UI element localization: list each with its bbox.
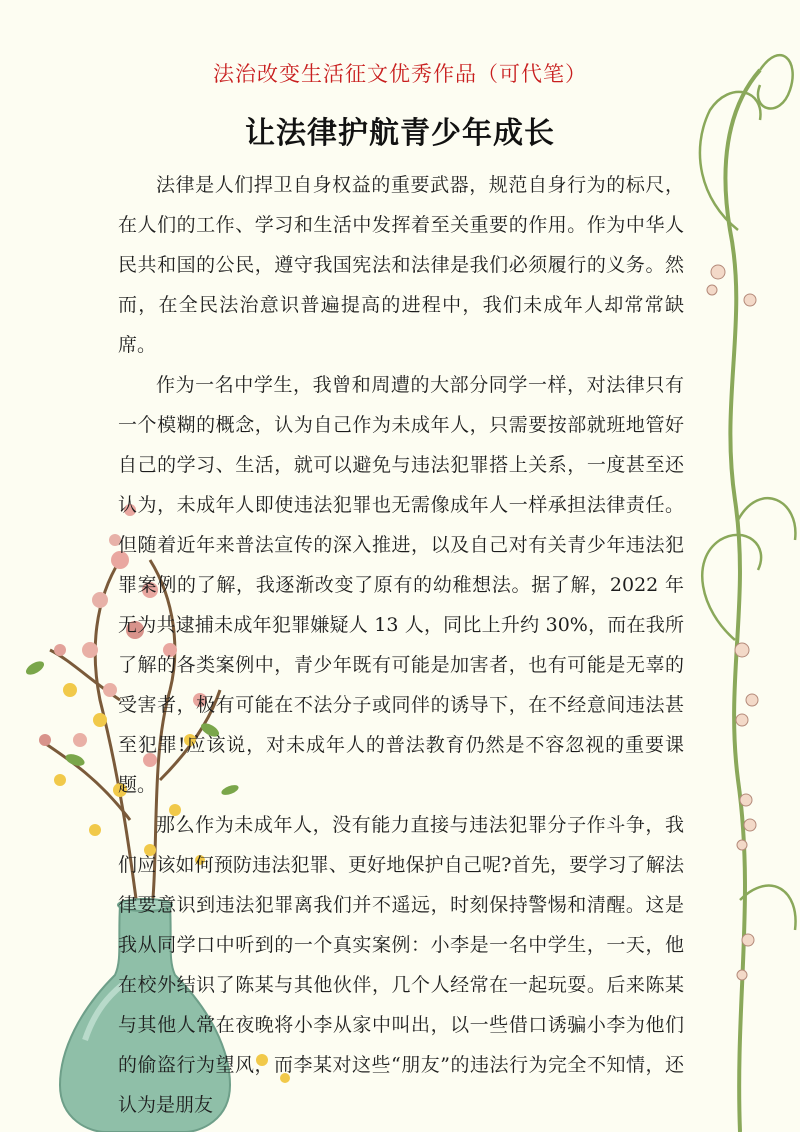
paragraph: 那么作为未成年人，没有能力直接与违法犯罪分子作斗争，我们应该如何预防违法犯罪、更好地保护自己呢?首先，要学习了解法律要意识到违法犯罪离我们并不遥远，时刻保持警惕和清醒。这是我从同学口中听到的一个真实案例：小李是一名中学生，一天，他在校外结识了陈某与其他伙伴，几个人经常在一起玩耍。后来陈某与其他人常在夜晚将小李从家中叫出，以一些借口诱骗小李为他们的偷盗行为望风，而李某对这些“朋友”的违法行为完全不知情，还认为是朋友 [118, 814, 684, 1116]
document-title: 让法律护航青少年成长 [245, 116, 555, 151]
essay-body [118, 165, 684, 1125]
document-subtitle: 法治改变生活征文优秀作品（可代笔） [213, 62, 587, 86]
vine-decoration [700, 55, 796, 1132]
paragraph: 作为一名中学生，我曾和周遭的大部分同学一样，对法律只有一个模糊的概念，认为自己作为未成年人，只需要按部就班地管好自己的学习、生活，就可以避免与违法犯罪搭上关系，一度甚至还认为，未成年人即使违法犯罪也无需像成年人一样承担法律责任。但随着近年来普法宣传的深入推进，以及自己对有关青少年违法犯罪案例的了解，我逐渐改变了原有的幼稚想法。据了解，2022 年无为共逮捕未成年犯罪嫌疑人 13 人，同比上升约 30%，而在我所了解的各类案例中，青少年既有可能是加害者，也有可能是无辜的受害者，极有可能在不法分子或同伴的诱导下，在不经意间违法甚至犯罪!应该说，对未成年人的普法教育仍然是不容忽视的重要课题。 [118, 374, 684, 796]
paragraph: 法律是人们捍卫自身权益的重要武器，规范自身行为的标尺，在人们的工作、学习和生活中发挥着至关重要的作用。作为中华人民共和国的公民，遵守我国宪法和法律是我们必须履行的义务。然而，在全民法治意识普遍提高的进程中，我们未成年人却常常缺席。 [118, 174, 684, 356]
